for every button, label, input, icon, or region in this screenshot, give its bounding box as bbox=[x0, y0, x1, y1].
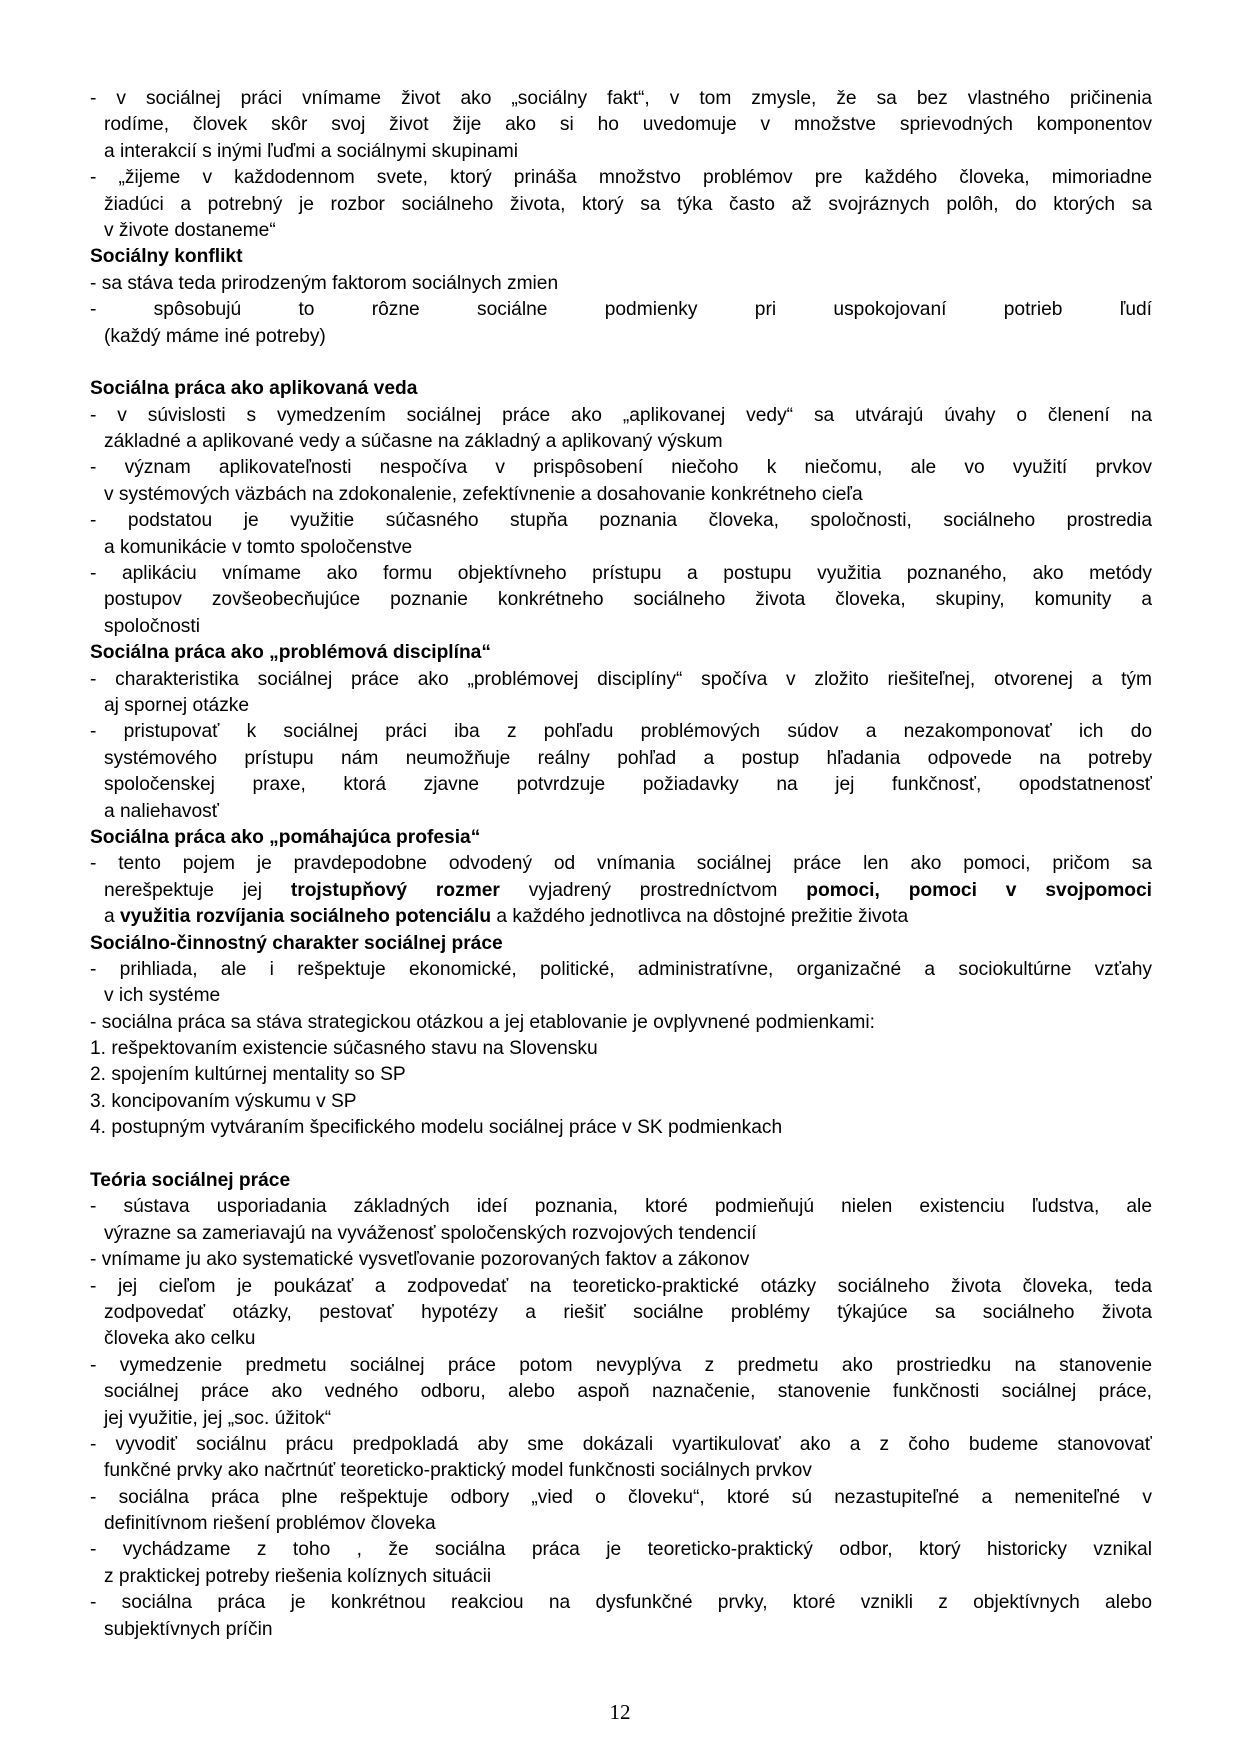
bold-text: pomoci, pomoci v svojpomoci bbox=[806, 879, 1152, 901]
text-line: v systémových väzbách na zdokonalenie, zefektívnenie a dosahovanie konkrétneho cieľa bbox=[104, 483, 863, 505]
bullet-paragraph bbox=[90, 86, 1152, 165]
text-line: žiadúci a potrebný je rozbor sociálneho života, ktorý sa týka často až svojráznych polôh, do ktorých sa bbox=[104, 193, 1152, 215]
text-line: - sociálna práca je konkrétnou reakciou na dysfunkčné prvky, ktoré vznikli z objektívnych alebo bbox=[90, 1592, 1152, 1614]
section-heading: Teória sociálnej práce bbox=[90, 1170, 291, 1192]
text-line: - charakteristika sociálnej práce ako „problémovej disciplíny“ spočíva v zložito riešiteľnej, otvorenej a tým bbox=[90, 668, 1152, 690]
text-line bbox=[90, 851, 1152, 877]
bullet-paragraph bbox=[90, 561, 1152, 640]
text-line: - v sociálnej práci vnímame život ako „sociálny fakt“, v tom zmysle, že sa bez vlastného pričinenia bbox=[90, 88, 1152, 109]
bold-text: využitia rozvíjania sociálneho potenciálu bbox=[120, 906, 492, 928]
text-line: - sociálna práca plne rešpektuje odbory „vied o človeku“, ktoré sú nezastupiteľné a nemeniteľné v bbox=[90, 1486, 1152, 1508]
text-line: a naliehavosť bbox=[104, 800, 219, 822]
text-segment: nerešpektuje jej bbox=[104, 879, 291, 901]
text-line: zodpovedať otázky, pestovať hypotézy a riešiť sociálne problémy týkajúce sa sociálneho života bbox=[104, 1301, 1152, 1323]
text-line: človeka ako celku bbox=[104, 1328, 256, 1350]
text-line: - sústava usporiadania základných ideí poznania, ktoré podmieňujú nielen existenciu ľudstva, ale bbox=[90, 1196, 1152, 1218]
bullet-paragraph bbox=[90, 455, 1152, 508]
text-line: - aplikáciu vnímame ako formu objektívneho prístupu a postupu využitia poznaného, ako metódy bbox=[90, 563, 1152, 585]
text-segment: a bbox=[104, 906, 121, 928]
text-line: - sa stáva teda prirodzeným faktorom sociálnych zmien bbox=[90, 272, 559, 294]
text-line: a interakcií s inými ľuďmi a sociálnymi skupinami bbox=[104, 140, 519, 162]
text-line: základné a aplikované vedy a súčasne na základný a aplikovaný výskum bbox=[104, 431, 723, 453]
text-line: spoločenskej praxe, ktorá zjavne potvrdzuje požiadavky na jej funkčnosť, opodstatnenosť bbox=[104, 774, 1152, 796]
text-segment: vyjadrený prostredníctvom bbox=[499, 879, 807, 901]
bullet-paragraph bbox=[90, 1194, 1152, 1247]
text-line: - spôsobujú to rôzne sociálne podmienky pri uspokojovaní potrieb ľudí bbox=[90, 299, 1152, 321]
bullet-paragraph bbox=[90, 1590, 1152, 1643]
text-line: výrazne sa zameriavajú na vyváženosť spoločenských rozvojových tendencií bbox=[104, 1222, 757, 1244]
bullet-paragraph bbox=[90, 667, 1152, 720]
numbered-item: 2. spojením kultúrnej mentality so SP bbox=[90, 1064, 406, 1086]
section-heading: Sociálny konflikt bbox=[90, 246, 243, 268]
text-line: sociálnej práce ako vedného odboru, alebo aspoň naznačenie, stanovenie funkčnosti sociálnej práce, bbox=[104, 1381, 1152, 1403]
text-line: - vychádzame z toho , že sociálna práca je teoreticko-praktický odbor, ktorý historicky vznikal bbox=[90, 1539, 1152, 1561]
section-heading: Sociálna práca ako aplikovaná veda bbox=[90, 378, 418, 400]
page-number: 12 bbox=[609, 1700, 631, 1724]
numbered-item: 1. rešpektovaním existencie súčasného stavu na Slovensku bbox=[90, 1038, 598, 1060]
bullet-paragraph bbox=[90, 165, 1152, 244]
text-line: (každý máme iné potreby) bbox=[104, 325, 326, 347]
bullet-paragraph bbox=[90, 1010, 1152, 1036]
text-line: z praktickej potreby riešenia kolíznych situácii bbox=[104, 1565, 492, 1587]
text-line: v živote dostaneme“ bbox=[104, 219, 276, 241]
text-line: aj spornej otázke bbox=[104, 694, 250, 716]
text-line: rodíme, človek skôr svoj život žije ako si ho uvedomuje v množstve sprievodných komponentov bbox=[104, 114, 1152, 136]
bullet-paragraph bbox=[90, 1432, 1152, 1485]
text-line: - vyvodiť sociálnu prácu predpokladá aby sme dokázali vyartikulovať ako a z čoho budeme stanovovať bbox=[90, 1433, 1152, 1455]
numbered-item: 3. koncipovaním výskumu v SP bbox=[90, 1090, 357, 1112]
bullet-paragraph bbox=[90, 1274, 1152, 1353]
text-line: - význam aplikovateľnosti nespočíva v prispôsobení niečoho k niečomu, ale vo využití prvkov bbox=[90, 457, 1152, 479]
bullet-paragraph bbox=[90, 508, 1152, 561]
text-line: - „žijeme v každodennom svete, ktorý prináša množstvo problémov pre každého človeka, mimoriadne bbox=[90, 167, 1152, 189]
section-heading: Sociálna práca ako „pomáhajúca profesia“ bbox=[90, 826, 481, 848]
text-line: subjektívnych príčin bbox=[104, 1618, 273, 1640]
bullet-paragraph bbox=[90, 271, 1152, 297]
text-line: definitívnom riešení problémov človeka bbox=[104, 1513, 436, 1535]
text-line: jej využitie, jej „soc. úžitok“ bbox=[104, 1407, 332, 1429]
numbered-item: 4. postupným vytváraním špecifického modelu sociálnej práce v SK podmienkach bbox=[90, 1117, 783, 1139]
text-line: funkčné prvky ako načrtnúť teoreticko-praktický model funkčnosti sociálnych prvkov bbox=[104, 1460, 812, 1482]
bullet-paragraph bbox=[90, 1537, 1152, 1590]
text-line: spoločnosti bbox=[104, 615, 200, 637]
section-heading: Sociálno-činnostný charakter sociálnej práce bbox=[90, 932, 503, 954]
text-line: v ich systéme bbox=[104, 985, 221, 1007]
bullet-paragraph bbox=[90, 719, 1152, 825]
bullet-paragraph bbox=[90, 403, 1152, 456]
section-heading: Sociálna práca ako „problémová disciplína“ bbox=[90, 642, 491, 664]
text-line bbox=[90, 878, 1152, 904]
bullet-paragraph bbox=[90, 1247, 1152, 1273]
bullet-paragraph bbox=[90, 851, 1152, 930]
bold-text: trojstupňový rozmer bbox=[290, 879, 500, 901]
text-line: - sociálna práca sa stáva strategickou otázkou a jej etablovanie je ovplyvnené podmienkami: bbox=[90, 1011, 876, 1033]
blank-line bbox=[90, 1142, 1152, 1168]
text-segment: - tento pojem je pravdepodobne odvodený od vnímania sociálnej práce len ako pomoci, pričom sa bbox=[90, 853, 1152, 875]
text-line bbox=[90, 904, 1152, 930]
bullet-paragraph bbox=[90, 1353, 1152, 1432]
text-line: postupov zovšeobecňujúce poznanie konkrétneho sociálneho života človeka, skupiny, komunity a bbox=[104, 589, 1152, 611]
text-line: - vymedzenie predmetu sociálnej práce potom nevyplýva z predmetu ako prostriedku na stanovenie bbox=[90, 1354, 1152, 1376]
text-line: a komunikácie v tomto spoločenstve bbox=[104, 536, 413, 558]
bullet-paragraph bbox=[90, 297, 1152, 350]
text-line: systémového prístupu nám neumožňuje reálny pohľad a postup hľadania odpovede na potreby bbox=[104, 747, 1152, 769]
text-line: - jej cieľom je poukázať a zodpovedať na teoreticko-praktické otázky sociálneho života človeka, teda bbox=[90, 1275, 1152, 1297]
text-line: - prihliada, ale i rešpektuje ekonomické, politické, administratívne, organizačné a sociokultúrne vzťahy bbox=[90, 958, 1152, 980]
bullet-paragraph bbox=[90, 1485, 1152, 1538]
bullet-paragraph bbox=[90, 957, 1152, 1010]
document-page bbox=[90, 86, 1152, 1643]
text-line: - podstatou je využitie súčasného stupňa poznania človeka, spoločnosti, sociálneho prostredia bbox=[90, 510, 1152, 532]
blank-line bbox=[90, 350, 1152, 376]
text-line: - vnímame ju ako systematické vysvetľovanie pozorovaných faktov a zákonov bbox=[90, 1249, 750, 1271]
text-line: - v súvislosti s vymedzením sociálnej práce ako „aplikovanej vedy“ sa utvárajú úvahy o členení na bbox=[90, 404, 1152, 426]
text-line: - pristupovať k sociálnej práci iba z pohľadu problémových súdov a nezakomponovať ich do bbox=[90, 721, 1152, 743]
text-segment: a každého jednotlivca na dôstojné prežitie života bbox=[491, 906, 909, 928]
